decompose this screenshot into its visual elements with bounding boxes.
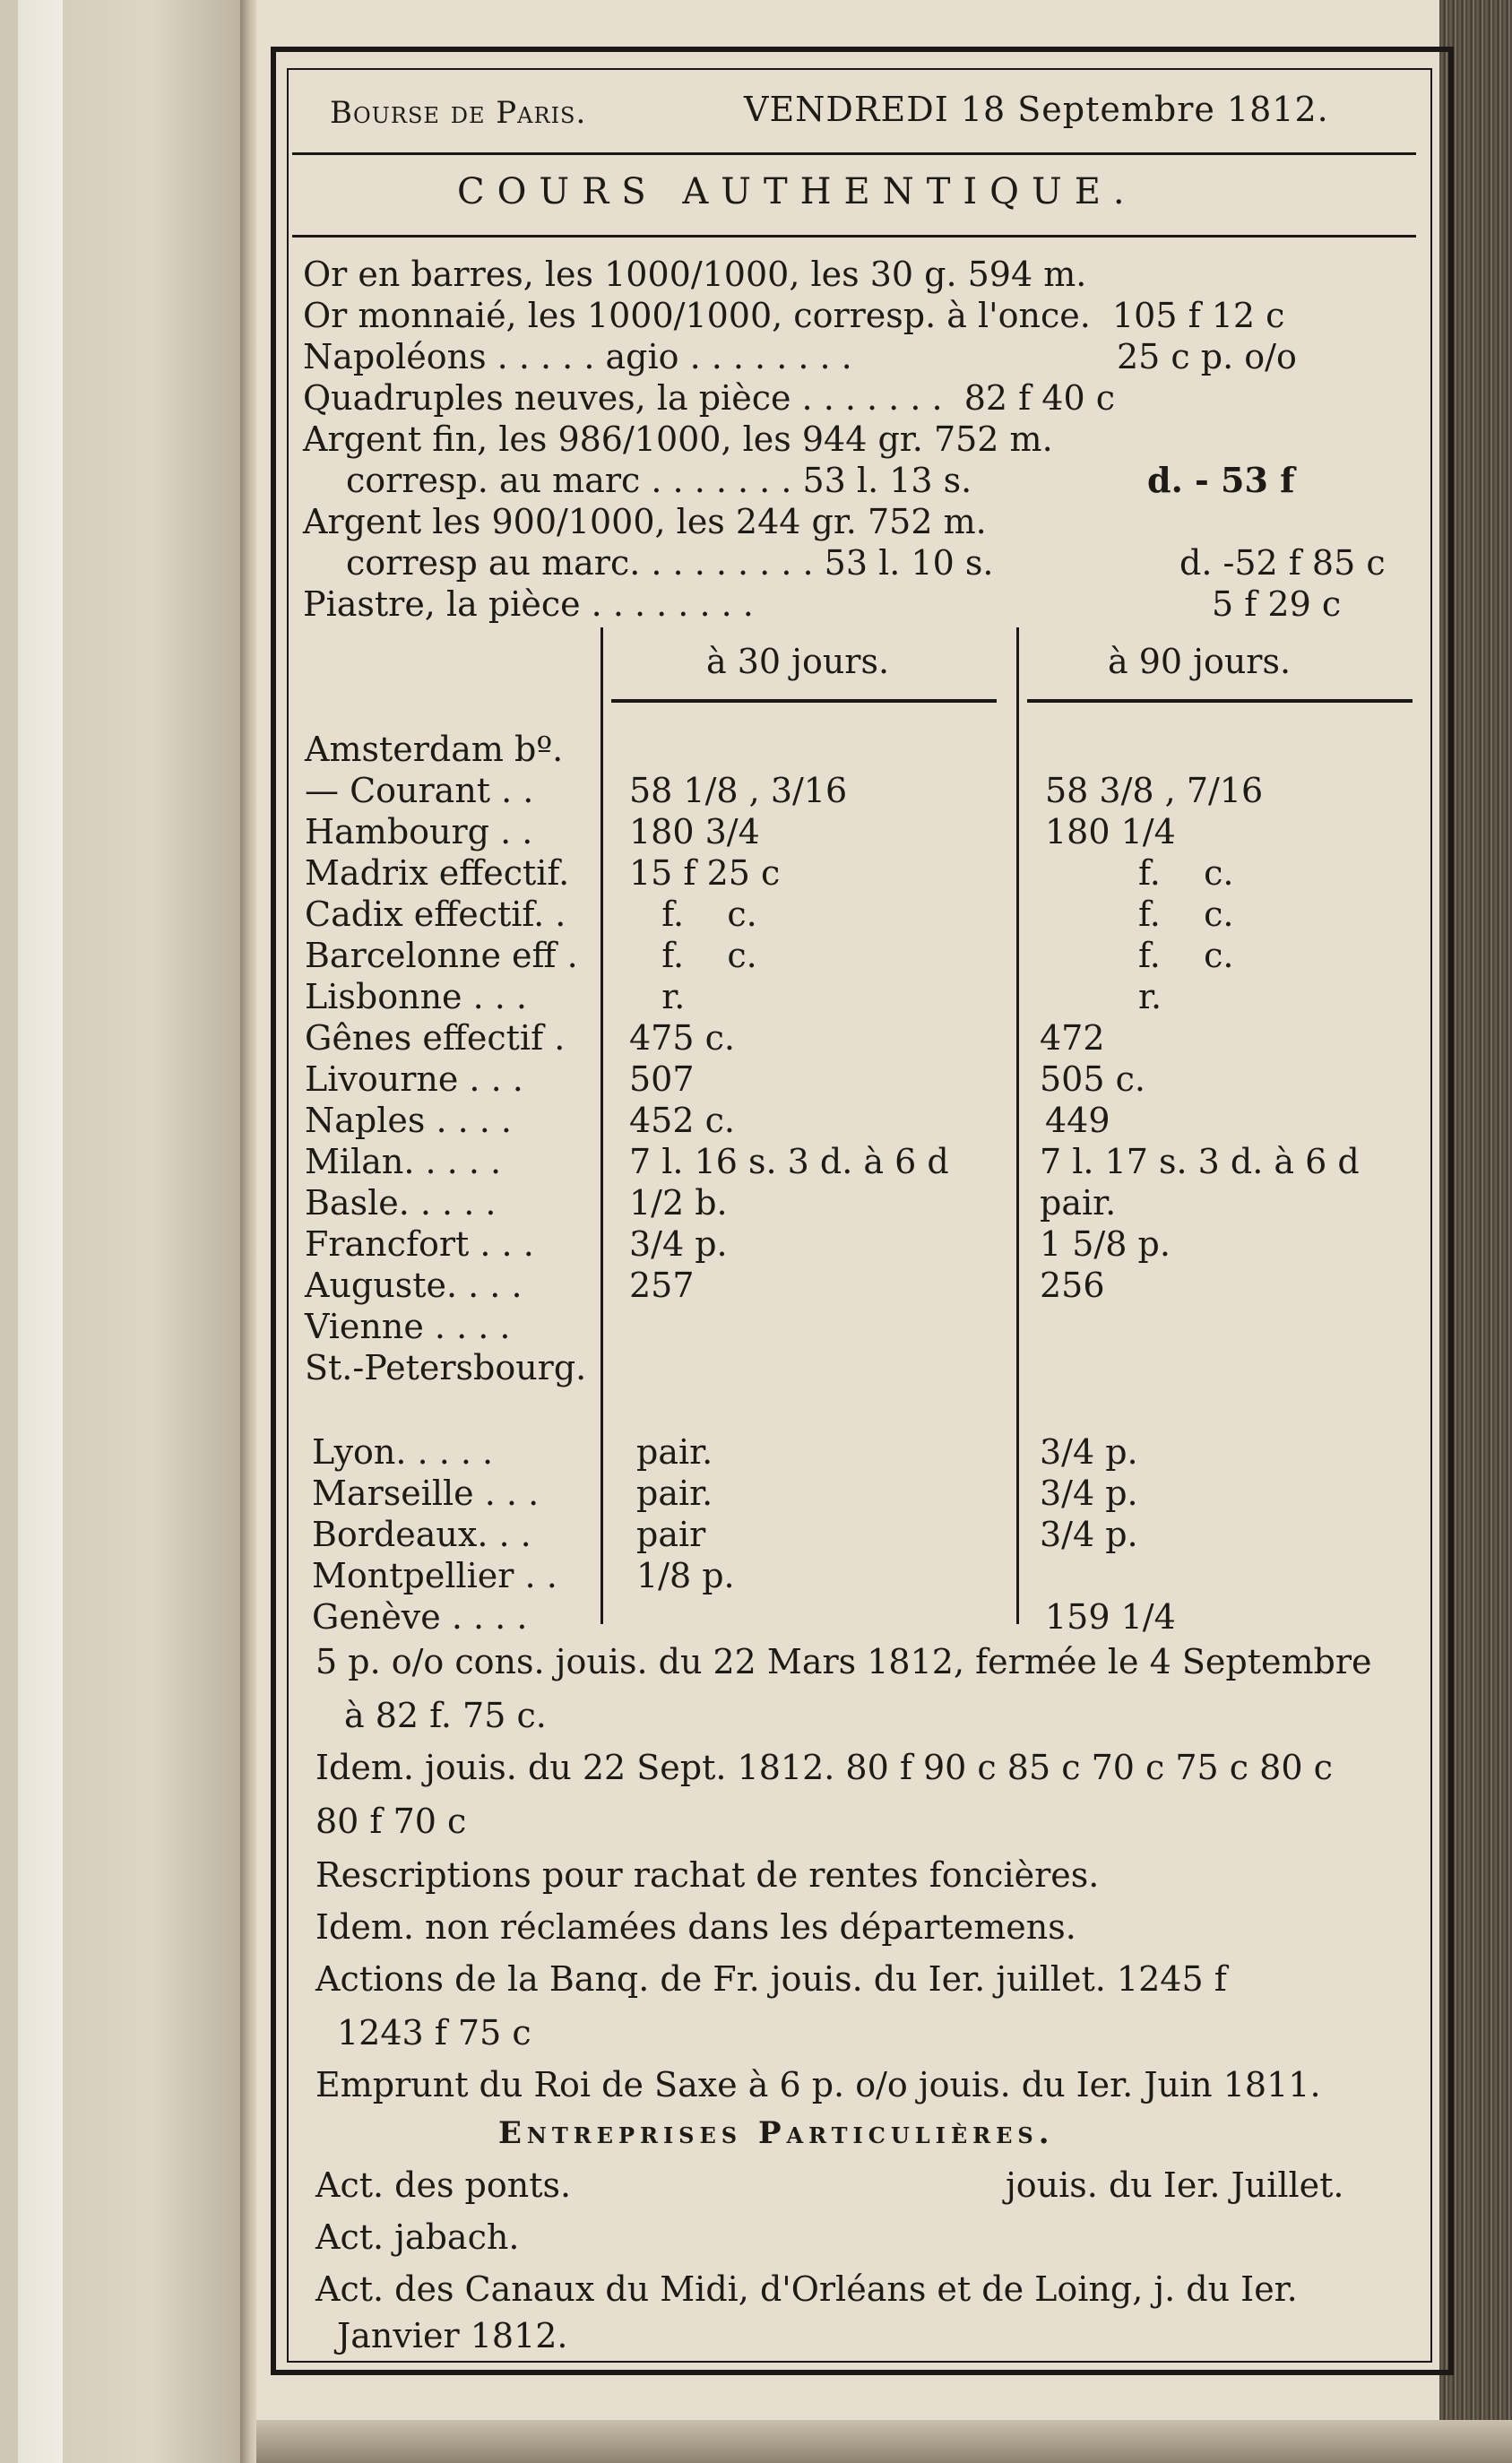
enterprise-canaux-cont: Janvier 1812. (337, 2316, 568, 2355)
place-naples: Naples . . . . (305, 1101, 513, 1140)
rate30-naples: 452 c. (629, 1101, 735, 1140)
fund-line-9: Emprunt du Roi de Saxe à 6 p. o/o jouis. du Ier. Juin 1811. (315, 2065, 1321, 2104)
argent-fin-discount: d. - 53 f (1147, 460, 1295, 500)
header-30-rule (611, 699, 997, 703)
place-amsterdam: Amsterdam bº. (305, 730, 564, 769)
place-cadix: Cadix effectif. . (305, 894, 566, 934)
page-bottom-edge (256, 2420, 1512, 2463)
rate30-marseille: pair. (636, 1473, 713, 1513)
enterprises-heading: Entreprises Particulières. (498, 2115, 1055, 2151)
rate30-lyon: pair. (636, 1432, 713, 1472)
place-lisbonne: Lisbonne . . . (305, 977, 528, 1016)
rate90-marseille: 3/4 p. (1040, 1473, 1138, 1513)
rate90-courant: 58 3/8 , 7/16 (1045, 771, 1264, 810)
rate90-cadix: f. c. (1138, 894, 1234, 934)
fund-line-7: Actions de la Banq. de Fr. jouis. du Ier. juillet. 1245 f (315, 1959, 1227, 1999)
enterprise-ponts-date: jouis. du Ier. Juillet. (1006, 2165, 1344, 2205)
metal-line-5: Argent fin, les 986/1000, les 944 gr. 752 m. (303, 419, 1053, 459)
place-bordeaux: Bordeaux. . . (312, 1515, 531, 1554)
rate30-genes: 475 c. (629, 1018, 735, 1058)
rate90-barcelonne: f. c. (1138, 936, 1234, 975)
header-30-days: à 30 jours. (706, 642, 890, 681)
place-vienne: Vienne . . . . (305, 1307, 511, 1346)
fund-line-5: Rescriptions pour rachat de rentes foncières. (315, 1855, 1100, 1895)
enterprise-jabach: Act. jabach. (315, 2217, 520, 2257)
header-right: VENDREDI 18 Septembre 1812. (744, 90, 1329, 129)
metal-line-4: Quadruples neuves, la pièce . . . . . . . 82 f 40 c (303, 378, 1116, 418)
rate90-livourne: 505 c. (1040, 1059, 1145, 1099)
place-madrix: Madrix effectif. (305, 853, 570, 893)
place-barcelonne: Barcelonne eff . (305, 936, 578, 975)
metal-line-7: Argent les 900/1000, les 244 gr. 752 m. (303, 502, 987, 541)
metal-line-6: corresp. au marc . . . . . . . 53 l. 13 s. (346, 461, 972, 500)
metal-line-8: corresp au marc. . . . . . . . . 53 l. 10 s. (346, 543, 994, 583)
header-rule (292, 152, 1416, 155)
title-rule (292, 235, 1416, 238)
place-genes: Gênes effectif . (305, 1018, 566, 1058)
rate30-bordeaux: pair (636, 1515, 706, 1554)
place-livourne: Livourne . . . (305, 1059, 523, 1099)
column-divider-right (1016, 627, 1019, 1624)
place-courant: — Courant . . (305, 771, 534, 810)
rate30-francfort: 3/4 p. (629, 1224, 728, 1264)
fund-line-2: à 82 f. 75 c. (344, 1696, 547, 1735)
rate30-cadix: f. c. (629, 894, 757, 934)
rate90-bordeaux: 3/4 p. (1040, 1515, 1138, 1554)
place-geneve: Genève . . . . (312, 1597, 528, 1637)
place-basle: Basle. . . . . (305, 1183, 497, 1223)
rate90-naples: 449 (1045, 1101, 1110, 1140)
rate90-milan: 7 l. 17 s. 3 d. à 6 d (1040, 1142, 1360, 1181)
rate30-lisbonne: r. (629, 977, 686, 1016)
rate90-francfort: 1 5/8 p. (1040, 1224, 1171, 1264)
header-left: Bourse de Paris. (330, 95, 587, 131)
argent-900-discount: d. -52 f 85 c (1179, 543, 1386, 583)
rate30-milan: 7 l. 16 s. 3 d. à 6 d (629, 1142, 949, 1181)
rate90-basle: pair. (1040, 1183, 1117, 1223)
rate90-madrix: f. c. (1138, 853, 1234, 893)
place-lyon: Lyon. . . . . (312, 1432, 494, 1472)
place-francfort: Francfort . . . (305, 1224, 534, 1264)
rate90-lyon: 3/4 p. (1040, 1432, 1138, 1472)
piastre-price: 5 f 29 c (1212, 584, 1342, 624)
rate30-auguste: 257 (629, 1266, 695, 1305)
metal-line-1: Or en barres, les 1000/1000, les 30 g. 594 m. (303, 255, 1087, 294)
rate90-genes: 472 (1040, 1018, 1105, 1058)
rate90-lisbonne: r. (1138, 977, 1162, 1016)
place-hambourg: Hambourg . . (305, 812, 533, 851)
rate30-livourne: 507 (629, 1059, 695, 1099)
place-milan: Milan. . . . . (305, 1142, 502, 1181)
rate30-barcelonne: f. c. (629, 936, 757, 975)
column-divider-left (600, 627, 603, 1624)
metal-line-3: Napoléons . . . . . agio . . . . . . . . (303, 337, 852, 376)
rate90-hambourg: 180 1/4 (1045, 812, 1176, 851)
rate30-basle: 1/2 b. (629, 1183, 728, 1223)
enterprise-canaux: Act. des Canaux du Midi, d'Orléans et de Loing, j. du Ier. (315, 2269, 1298, 2309)
rate30-hambourg: 180 3/4 (629, 812, 760, 851)
rate30-montpellier: 1/8 p. (636, 1556, 735, 1595)
fund-line-6: Idem. non réclamées dans les départemens. (315, 1907, 1076, 1947)
rate30-madrix: 15 f 25 c (629, 853, 781, 893)
metal-line-9: Piastre, la pièce . . . . . . . . (303, 584, 754, 624)
place-marseille: Marseille . . . (312, 1473, 540, 1513)
rate90-geneve: 159 1/4 (1045, 1597, 1176, 1637)
header-90-rule (1027, 699, 1413, 703)
fund-line-4: 80 f 70 c (315, 1802, 467, 1841)
rate30-courant: 58 1/8 , 3/16 (629, 771, 848, 810)
place-auguste: Auguste. . . . (305, 1266, 523, 1305)
metal-line-2: Or monnaié, les 1000/1000, corresp. à l'once. 105 f 12 c (303, 296, 1285, 335)
place-montpellier: Montpellier . . (312, 1556, 557, 1595)
fund-line-3: Idem. jouis. du 22 Sept. 1812. 80 f 90 c 85 c 70 c 75 c 80 c (315, 1748, 1333, 1787)
header-90-days: à 90 jours. (1108, 642, 1292, 681)
napoleons-agio: 25 c p. o/o (1117, 337, 1297, 376)
rate90-auguste: 256 (1040, 1266, 1105, 1305)
enterprise-ponts: Act. des ponts. (315, 2165, 572, 2205)
fund-line-1: 5 p. o/o cons. jouis. du 22 Mars 1812, fermée le 4 Septembre (315, 1642, 1372, 1681)
left-page-margin (18, 0, 63, 2463)
fund-line-8: 1243 f 75 c (337, 2013, 531, 2052)
page-title: COURS AUTHENTIQUE. (457, 171, 1137, 212)
place-st-petersbourg: St.-Petersbourg. (305, 1348, 587, 1387)
